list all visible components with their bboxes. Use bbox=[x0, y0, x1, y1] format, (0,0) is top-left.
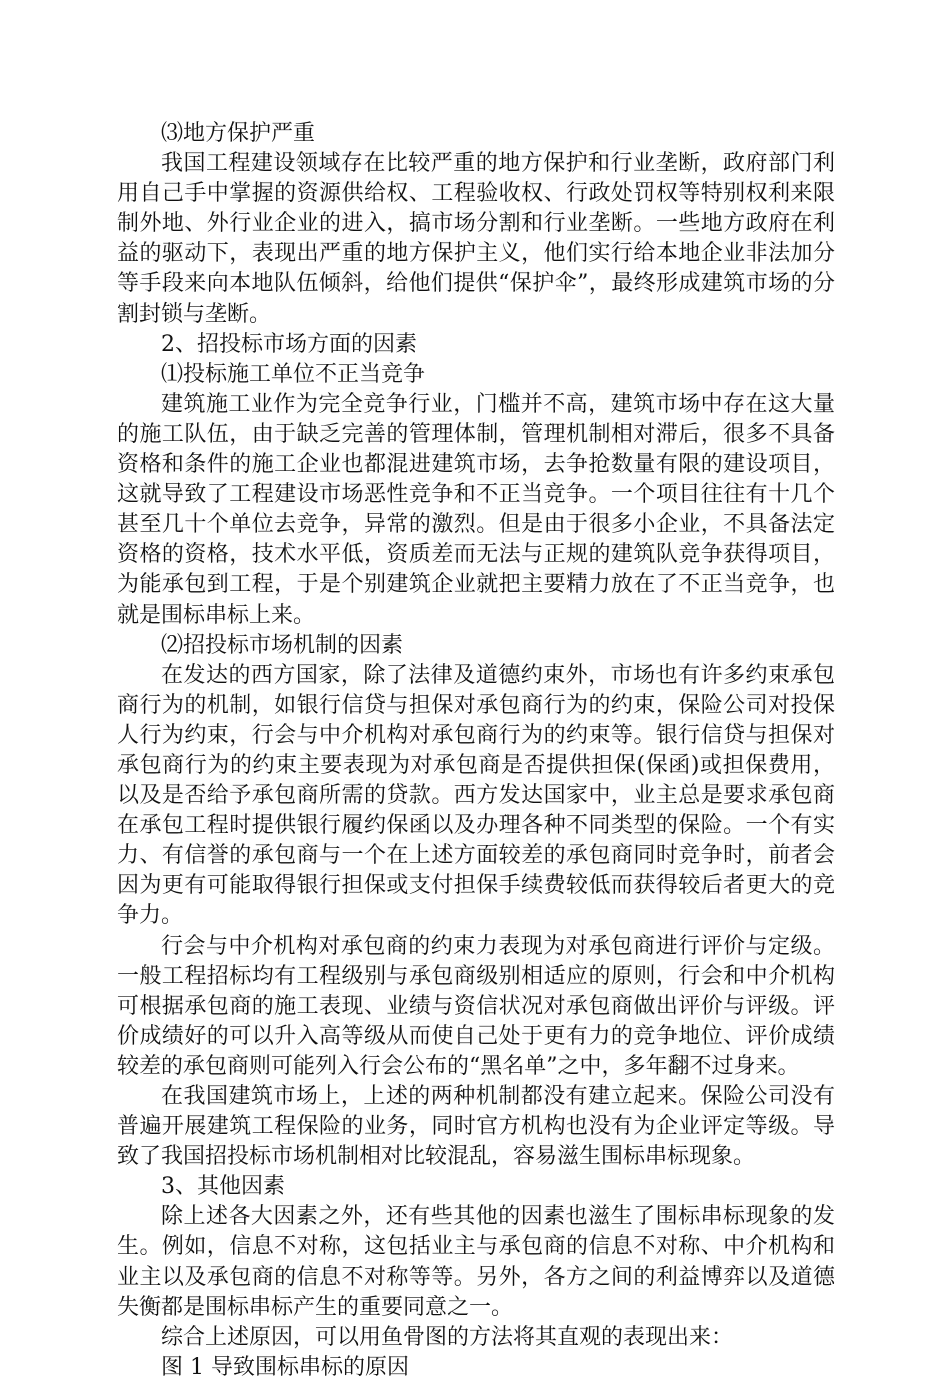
heading-local-protection: ⑶地方保护严重 bbox=[161, 121, 316, 146]
paragraph-unfair-competition: 建筑施工业作为完全竞争行业，门槛并不高，建筑市场中存在这大量的施工队伍，由于缺乏完善的管理体制，管理机制相对滞后，很多不具备资格和条件的施工企业也都混进建筑市场，去争抢数量有限的建设项目，这就导致了工程建设市场恶性竞争和不正当竞争。一个项目往往有十几个甚至几十个单位去竞争，异常的激烈。但是由于很多小企业，不具备法定资格的资格，技术水平低，资质差而无法与正规的建筑队竞争获得项目，为能承包到工程，于是个别建筑企业就把主要精力放在了不正当竞争，也就是围标串标上来。 bbox=[117, 391, 835, 628]
heading-bidding-market-factors: 2、招投标市场方面的因素 bbox=[161, 331, 417, 357]
heading-market-mechanism: ⑵招投标市场机制的因素 bbox=[161, 632, 404, 658]
paragraph-western-mechanism: 在发达的西方国家，除了法律及道德约束外，市场也有许多约束承包商行为的机制，如银行信贷与担保对承包商行为的约束，保险公司对投保人行为约束，行会与中介机构对承包商行为的约束等。银行信贷与担保对承包商行为的约束主要表现为对承包商是否提供担保(保函)或担保费用，以及是否给予承包商所需的贷款。西方发达国家中，业主总是要求承包商在承包工程时提供银行履约保函以及办理各种不同类型的保险。一个有实力、有信誉的承包商与一个在上述方面较差的承包商同时竞争时，前者会因为更有可能取得银行担保或支付担保手续费较低而获得较后者更大的竞争力。 bbox=[117, 662, 835, 929]
paragraph-domestic-market: 在我国建筑市场上，上述的两种机制都没有建立起来。保险公司没有普遍开展建筑工程保险的业务，同时官方机构也没有为企业评定等级。导致了我国招投标市场机制相对比较混乱，容易滋生围标串标现象。 bbox=[117, 1084, 835, 1170]
heading-other-factors: 3、其他因素 bbox=[161, 1174, 285, 1200]
document-body bbox=[117, 119, 835, 1383]
heading-unfair-competition: ⑴投标施工单位不正当竞争 bbox=[161, 361, 426, 387]
paragraph-other-factors: 除上述各大因素之外，还有些其他的因素也滋生了围标串标现象的发生。例如，信息不对称，这包括业主与承包商的信息不对称、中介机构和业主以及承包商的信息不对称等等。另外，各方之间的利益博弈以及道德失衡都是围标串标产生的重要同意之一。 bbox=[117, 1204, 835, 1320]
paragraph-guild-constraints: 行会与中介机构对承包商的约束力表现为对承包商进行评价与定级。一般工程招标均有工程级别与承包商级别相适应的原则，行会和中介机构可根据承包商的施工表现、业绩与资信状况对承包商做出评价与评级。评价成绩好的可以升入高等级从而使自己处于更有力的竞争地位、评价成绩较差的承包商则可能列入行会公布的“黑名单”之中，多年翻不过身来。 bbox=[117, 933, 835, 1079]
paragraph-summary: 综合上述原因，可以用鱼骨图的方法将其直观的表现出来： bbox=[161, 1324, 734, 1350]
figure-caption: 图 1 导致围标串标的原因 bbox=[161, 1354, 409, 1380]
paragraph-local-protection: 我国工程建设领域存在比较严重的地方保护和行业垄断，政府部门利用自己手中掌握的资源供给权、工程验收权、行政处罚权等特别权利来限制外地、外行业企业的进入，搞市场分割和行业垄断。一些地方政府在利益的驱动下，表现出严重的地方保护主义，他们实行给本地企业非法加分等手段来向本地队伍倾斜，给他们提供“保护伞”，最终形成建筑市场的分割封锁与垄断。 bbox=[117, 151, 835, 327]
